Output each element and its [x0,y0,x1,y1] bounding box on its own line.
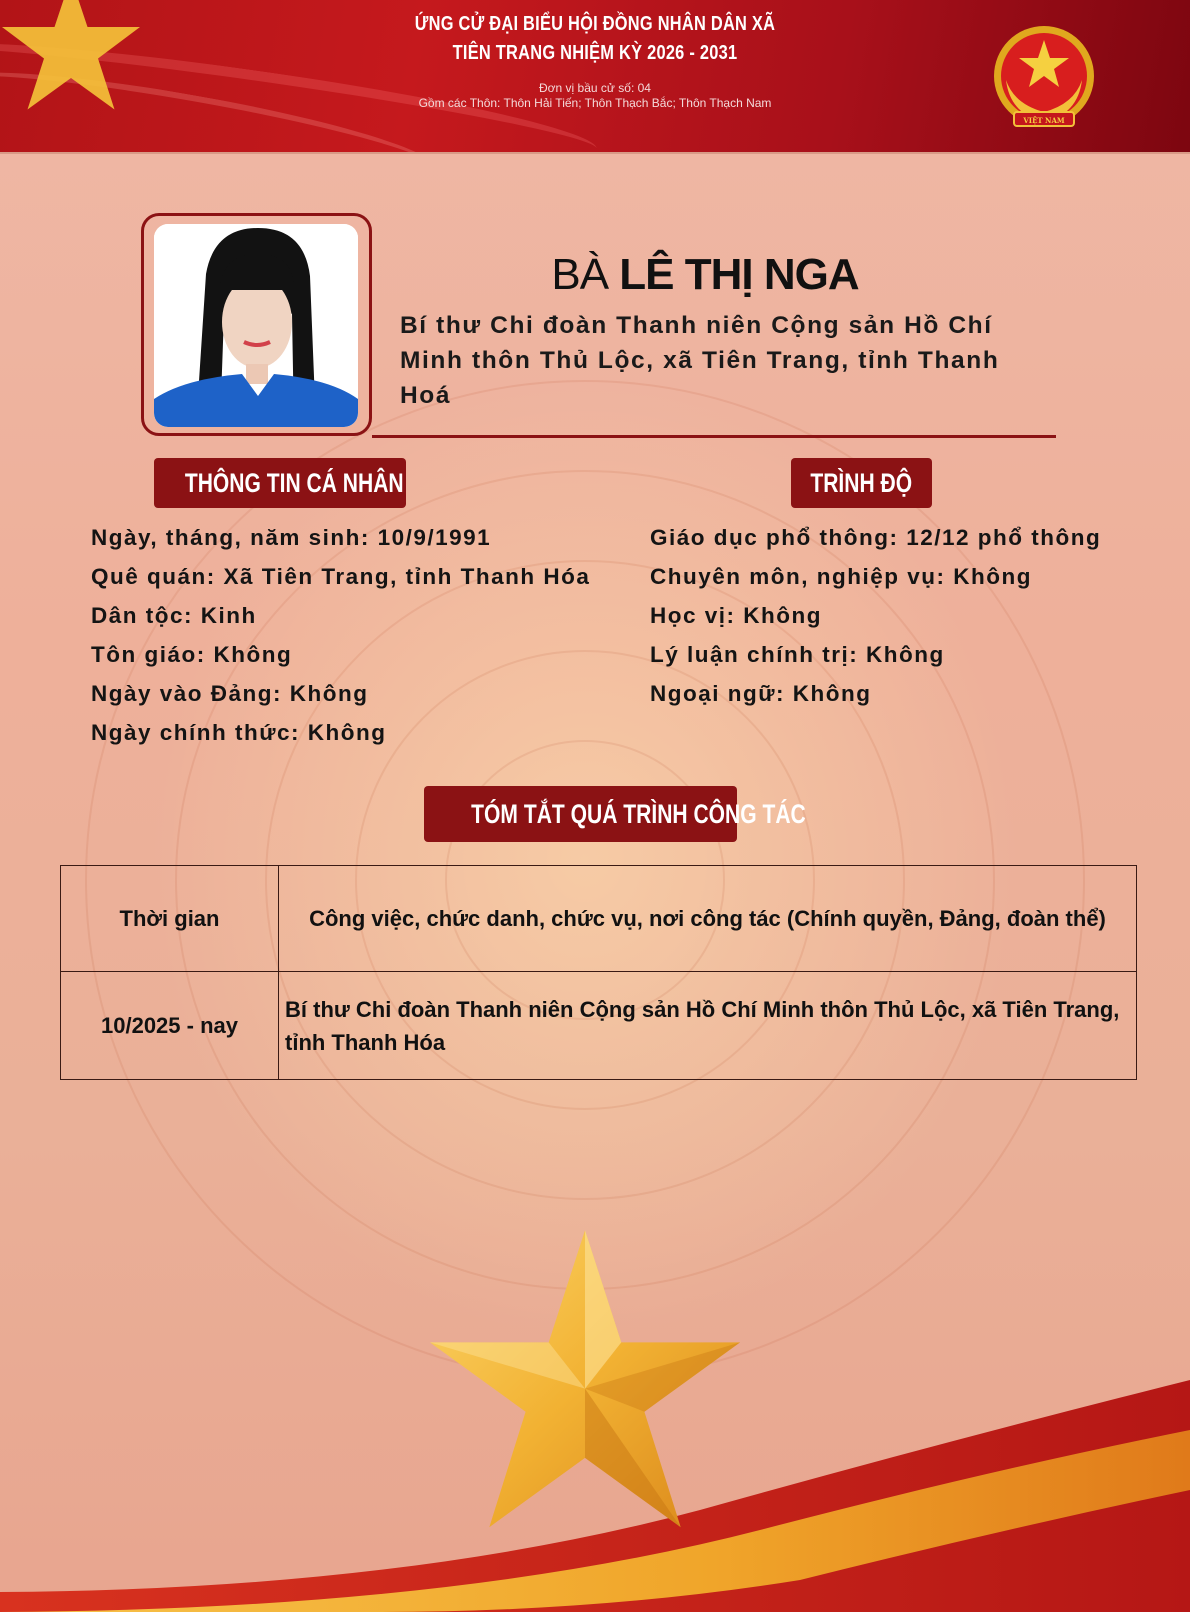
header-banner [0,0,1190,154]
header-time: Thời gian [61,866,279,972]
info-religion: Tôn giáo: Không [91,642,293,667]
emblem-banner-text: VIỆT NAM [1023,116,1065,125]
header-work-description: Công việc, chức danh, chức vụ, nơi công tác (Chính quyền, Đảng, đoàn thể) [279,866,1137,972]
candidate-position: Bí thư Chi đoàn Thanh niên Cộng sản Hồ Chí Minh thôn Thủ Lộc, xã Tiên Trang, tỉnh Thanh Hoá [400,312,1000,409]
candidate-name [400,250,1010,300]
table-row [61,972,1137,1080]
edu-degree: Học vị: Không [650,603,822,628]
info-birth-date: Ngày, tháng, năm sinh: 10/9/1991 [91,525,492,550]
section-personal-info: THÔNG TIN CÁ NHÂN [154,458,406,508]
electoral-unit: Đơn vị bầu cử số: 04 [539,81,651,95]
edu-political-theory: Lý luận chính trị: Không [650,642,945,667]
header-title-line2: TIÊN TRANG NHIỆM KỲ 2026 - 2031 [452,42,738,64]
edu-professional: Chuyên môn, nghiệp vụ: Không [650,564,1032,589]
gold-star-icon [420,1222,750,1542]
info-party-official-date: Ngày chính thức: Không [91,720,387,745]
info-hometown: Quê quán: Xã Tiên Trang, tỉnh Thanh Hóa [91,564,591,589]
header-title-line1: ỨNG CỬ ĐẠI BIỂU HỘI ĐỒNG NHÂN DÂN XÃ [414,13,776,35]
section-education: TRÌNH ĐỘ [791,458,932,508]
divider-line [372,435,1056,438]
info-party-join-date: Ngày vào Đảng: Không [91,681,369,706]
table-header-row [61,866,1137,972]
edu-foreign-language: Ngoại ngữ: Không [650,681,872,706]
work-history-table [60,865,1137,1080]
section-work-history: TÓM TẮT QUÁ TRÌNH CÔNG TÁC [424,786,737,842]
full-name: LÊ THỊ NGA [619,250,859,299]
electoral-villages: Gồm các Thôn: Thôn Hải Tiến; Thôn Thạch Bắc; Thôn Thạch Nam [418,96,772,110]
info-ethnicity: Dân tộc: Kinh [91,603,257,628]
national-emblem-icon [990,24,1098,136]
edu-general: Giáo dục phổ thông: 12/12 phổ thông [650,525,1102,550]
honorific: BÀ [551,250,609,299]
cell-work-description: Bí thư Chi đoàn Thanh niên Cộng sản Hồ Chí Minh thôn Thủ Lộc, xã Tiên Trang, tỉnh Thanh Hóa [279,972,1137,1080]
candidate-portrait [154,224,358,427]
cell-time: 10/2025 - nay [61,972,279,1080]
